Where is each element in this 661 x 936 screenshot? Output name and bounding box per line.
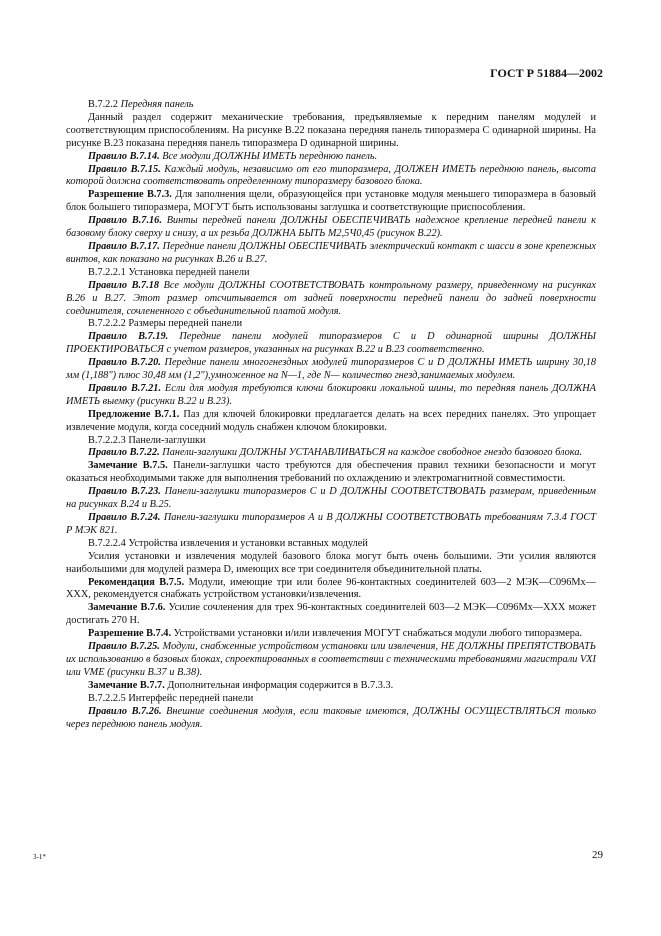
paragraph — [66, 409, 596, 435]
paragraph-text: Дополнительная информация содержится в В.7.3.3. — [164, 679, 394, 691]
paragraph-lead: Правило В.7.18 — [88, 279, 160, 291]
paragraph — [66, 551, 596, 577]
paragraph — [66, 280, 596, 319]
paragraph — [66, 241, 596, 267]
paragraph — [66, 435, 596, 448]
paragraph-text: Передние панели модулей типоразмеров С и D одинарной ширины ДОЛЖНЫ ПРОЕКТИРОВАТЬСЯ с учетом размеров, указанных на рисунках В.22 и В.23 соответственно. — [66, 331, 596, 356]
paragraph-text: Устройствами установки и/или извлечения МОГУТ снабжаться модули любого типоразмера. — [171, 628, 583, 640]
paragraph — [66, 602, 596, 628]
paragraph-lead: Правило В.7.22. — [88, 447, 160, 459]
paragraph-lead: Правило В.7.14. — [88, 150, 160, 162]
paragraph — [66, 693, 596, 706]
paragraph-text: Модули, снабженные устройством установки или извлечения, НЕ ДОЛЖНЫ ПРЕПЯТСТВОВАТЬ их использованию в базовых блоках, спроектированных в соответствии с техническими требованиями магистрали VXI или VME (рисунки В.37 и В.38). — [66, 641, 596, 678]
paragraph-italic-text: Передняя панель — [120, 99, 194, 110]
paragraph — [66, 486, 596, 512]
paragraph-text: Панели-заглушки ДОЛЖНЫ УСТАНАВЛИВАТЬСЯ на каждое свободное гнездо базового блока. — [159, 447, 583, 459]
paragraph-lead: Правило В.7.24. — [88, 512, 161, 523]
paragraph — [66, 331, 596, 357]
paragraph-lead: Предложение В.7.1. — [88, 408, 180, 420]
paragraph — [66, 357, 596, 383]
paragraph — [66, 512, 596, 538]
paragraph — [66, 680, 596, 693]
paragraph-lead: Разрешение В.7.3. — [88, 189, 172, 201]
paragraph — [66, 628, 596, 641]
paragraph-text: В.7.2.2.4 Устройства извлечения и установки вставных модулей — [88, 537, 368, 549]
paragraph — [66, 318, 596, 331]
paragraph-text: Панели-заглушки типоразмеров С и D ДОЛЖНЫ СООТВЕТСТВОВАТЬ размерам, приведенным на рисунках В.24 и В.25. — [66, 486, 596, 511]
paragraph — [66, 215, 596, 241]
paragraph-text: Панели-заглушки часто требуются для обеспечения правил техники безопасности и могут оказаться необходимыми также для выполнения требований по охлаждению и электромагнитной совместимости. — [66, 460, 597, 485]
paragraph-lead: Правило В.7.15. — [88, 163, 161, 175]
page-number: 29 — [592, 849, 603, 861]
paragraph — [66, 447, 596, 460]
paragraph-text: Усилие сочленения для трех 96-контактных соединителей 603—2 МЭК—С096Мх—XXX может достигать 270 Н. — [66, 602, 597, 627]
paragraph-text: В.7.2.2 — [88, 99, 121, 110]
paragraph-text: Винты передней панели ДОЛЖНЫ ОБЕСПЕЧИВАТЬ надежное крепление передней панели к базовому блоку сверху и снизу, а их резьба ДОЛЖНА БЫТЬ М2,5Ч0,45 (рисунок В.22). — [66, 215, 596, 240]
paragraph-text: В.7.2.2.5 Интерфейс передней панели — [88, 692, 254, 704]
paragraph — [66, 151, 596, 164]
document-header: ГОСТ Р 51884—2002 — [490, 66, 603, 80]
paragraph — [66, 706, 596, 732]
paragraph — [66, 538, 596, 551]
paragraph — [66, 577, 596, 603]
paragraph-lead: Правило В.7.19. — [88, 331, 169, 343]
paragraph-text: Все модули ДОЛЖНЫ ИМЕТЬ переднюю панель. — [159, 150, 378, 162]
document-body — [66, 99, 596, 731]
paragraph-text: Модули, имеющие три или более 96-контактных соединителей 603—2 МЭК—С096Мх—XXX, рекомендуется снабжать устройством установки/извлечения. — [66, 576, 596, 601]
paragraph-lead: Замечание В.7.5. — [88, 460, 168, 472]
paragraph-lead: Разрешение В.7.4. — [88, 628, 172, 640]
paragraph-text: Передние панели ДОЛЖНЫ ОБЕСПЕЧИВАТЬ электрический контакт с шасси в зоне крепежных винтов, как показано на рисунках В.26 и В.27. — [66, 240, 596, 265]
paragraph — [66, 460, 596, 486]
paragraph-text: Все модули ДОЛЖНЫ СООТВЕТСТВОВАТЬ контрольному размеру, приведенному на рисунках В.26 и В.27. Этот размер отсчитывается от задней поверхности передней панели до задней поверхности соединителя, сочлененного с объединительной платой модуля. — [66, 279, 597, 317]
paragraph-text: Панели-заглушки типоразмеров А и В ДОЛЖНЫ СООТВЕТСТВОВАТЬ требованиям 7.3.4 ГОСТ Р МЭК 821. — [66, 512, 597, 536]
paragraph — [66, 383, 596, 409]
paragraph — [66, 267, 596, 280]
paragraph — [66, 641, 596, 680]
paragraph-lead: Замечание В.7.7. — [88, 679, 165, 691]
paragraph-text: Внешние соединения модуля, если таковые имеются, ДОЛЖНЫ ОСУЩЕСТВЛЯТЬСЯ только через переднюю панель модуля. — [66, 705, 596, 730]
paragraph-lead: Правило В.7.17. — [88, 240, 160, 252]
paragraph — [66, 99, 596, 112]
paragraph-lead: Правило В.7.21. — [88, 382, 162, 394]
paragraph-lead: Правило В.7.20. — [88, 357, 161, 369]
paragraph-text: Для заполнения щели, образующейся при установке модуля меньшего типоразмера в базовый блок большего типоразмера, МОГУТ быть использованы заглушка и соответствующие приспособления. — [66, 189, 596, 214]
paragraph-text: В.7.2.2.2 Размеры передней панели — [88, 318, 243, 330]
paragraph-text: Передние панели многогнездных модулей типоразмеров С и D ДОЛЖНЫ ИМЕТЬ ширину 30,18 мм (1,188") плюс 30,48 мм (1,2"),умноженное на N—1, где N— количество гнезд,занимаемых модулем. — [66, 357, 596, 382]
paragraph-lead: Правило В.7.25. — [88, 641, 160, 653]
paragraph-text: Паз для ключей блокировки предлагается делать на всех передних панелях. Это упрощает извлечение модуля, когда соседний модуль снабжен ключом блокировки. — [66, 408, 596, 433]
paragraph — [66, 164, 596, 190]
paragraph-lead: Рекомендация В.7.5. — [88, 576, 185, 588]
paragraph-text: Если для модуля требуются ключи блокировки локальной шины, то передняя панель ДОЛЖНА ИМЕТЬ выемку (рисунки В.22 и В.23). — [66, 382, 596, 407]
paragraph-text: В.7.2.2.3 Панели-заглушки — [88, 434, 206, 446]
paragraph-text: Усилия установки и извлечения модулей базового блока могут быть очень большими. Эти усилия являются наибольшими для модулей размера D, имеющих все три соединителя объединительной платы. — [66, 550, 596, 575]
footer-sheet-mark: 3-1* — [33, 853, 46, 861]
paragraph-text: Данный раздел содержит механические требования, предъявляемые к передним панелям модулей и соответствующим приспособлениям. На рисунке В.22 показана передняя панель типоразмера С одинарной ширины. На рисунке В.23 показана передняя панель типоразмера D одинарной ширины. — [66, 111, 596, 149]
paragraph-lead: Правило В.7.26. — [88, 705, 162, 717]
paragraph-lead: Правило В.7.23. — [88, 486, 161, 498]
paragraph — [66, 112, 596, 151]
paragraph-lead: Замечание В.7.6. — [88, 602, 166, 614]
paragraph — [66, 189, 596, 215]
paragraph-lead: Правило В.7.16. — [88, 215, 162, 227]
paragraph-text: Каждый модуль, независимо от его типоразмера, ДОЛЖЕН ИМЕТЬ переднюю панель, высота которой должна соответствовать определенному типоразмеру базового блока. — [66, 163, 596, 188]
paragraph-text: В.7.2.2.1 Установка передней панели — [88, 266, 250, 278]
